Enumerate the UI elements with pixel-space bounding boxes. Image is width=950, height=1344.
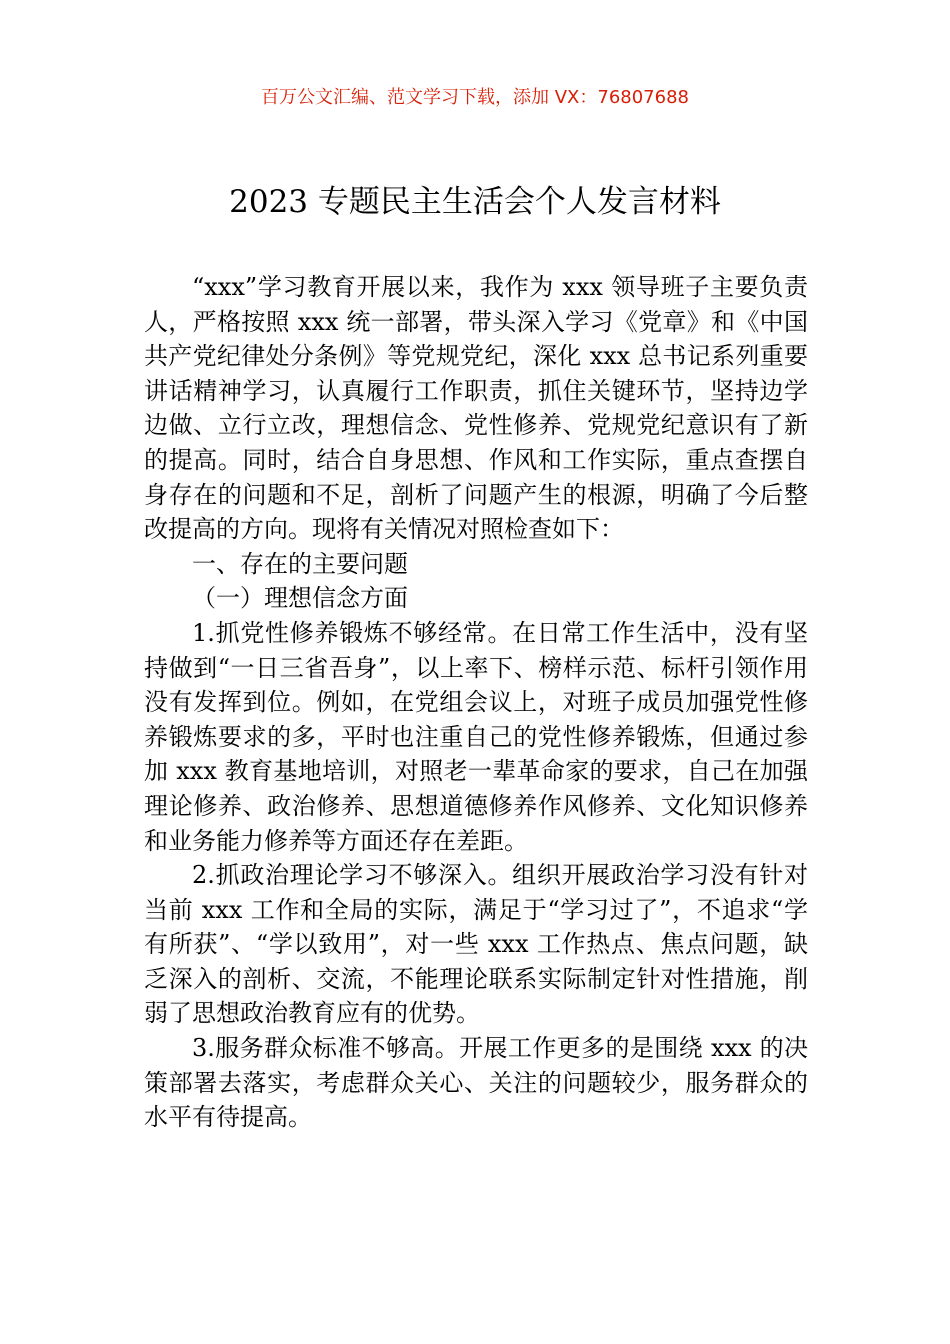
subsection-heading: （一）理想信念方面 <box>192 584 408 613</box>
section-heading: 一、存在的主要问题 <box>192 549 408 578</box>
point-paragraph-2: 2.抓政治理论学习不够深入。组织开展政治学习没有针对当前 xxx 工作和全局的实际，满足于“学习过了”，不追求“学有所获”、“学以致用”，对一些 xxx 工作热点、焦点问题，缺乏深入的剖析、交流，不能理论联系实际制定针对性措施，削弱了思想政治教育应有的优势。 <box>144 861 808 1028</box>
document-title: 2023 专题民主生活会个人发言材料 <box>229 184 721 220</box>
point-paragraph-1: 1.抓党性修养锻炼不够经常。在日常工作生活中，没有坚持做到“一日三省吾身”，以上率下、榜样示范、标杆引领作用没有发挥到位。例如，在党组会议上，对班子成员加强党性修养锻炼要求的多，平时也注重自己的党性修养锻炼，但通过参加 xxx 教育基地培训，对照老一辈革命家的要求，自己在加强理论修养、政治修养、思想道德修养作风修养、文化知识修养和业务能力修养等方面还存在差距。 <box>144 618 808 855</box>
document-body <box>144 270 808 1135</box>
intro-paragraph: “xxx”学习教育开展以来，我作为 xxx 领导班子主要负责人，严格按照 xxx 统一部署，带头深入学习《党章》和《中国共产党纪律处分条例》等党规党纪，深化 xxx 总书记系列重要讲话精神学习，认真履行工作职责，抓住关键环节，坚持边学边做、立行立改，理想信念、党性修养、党规党纪意识有了新的提高。同时，结合自身思想、作风和工作实际，重点查摆自身存在的问题和不足，剖析了问题产生的根源，明确了今后整改提高的方向。现将有关情况对照检查如下： <box>144 273 808 544</box>
watermark-banner: 百万公文汇编、范文学习下载，添加 VX：76807688 <box>261 87 689 108</box>
point-paragraph-3: 3.服务群众标准不够高。开展工作更多的是围绕 xxx 的决策部署去落实，考虑群众关心、关注的问题较少，服务群众的水平有待提高。 <box>144 1034 808 1132</box>
